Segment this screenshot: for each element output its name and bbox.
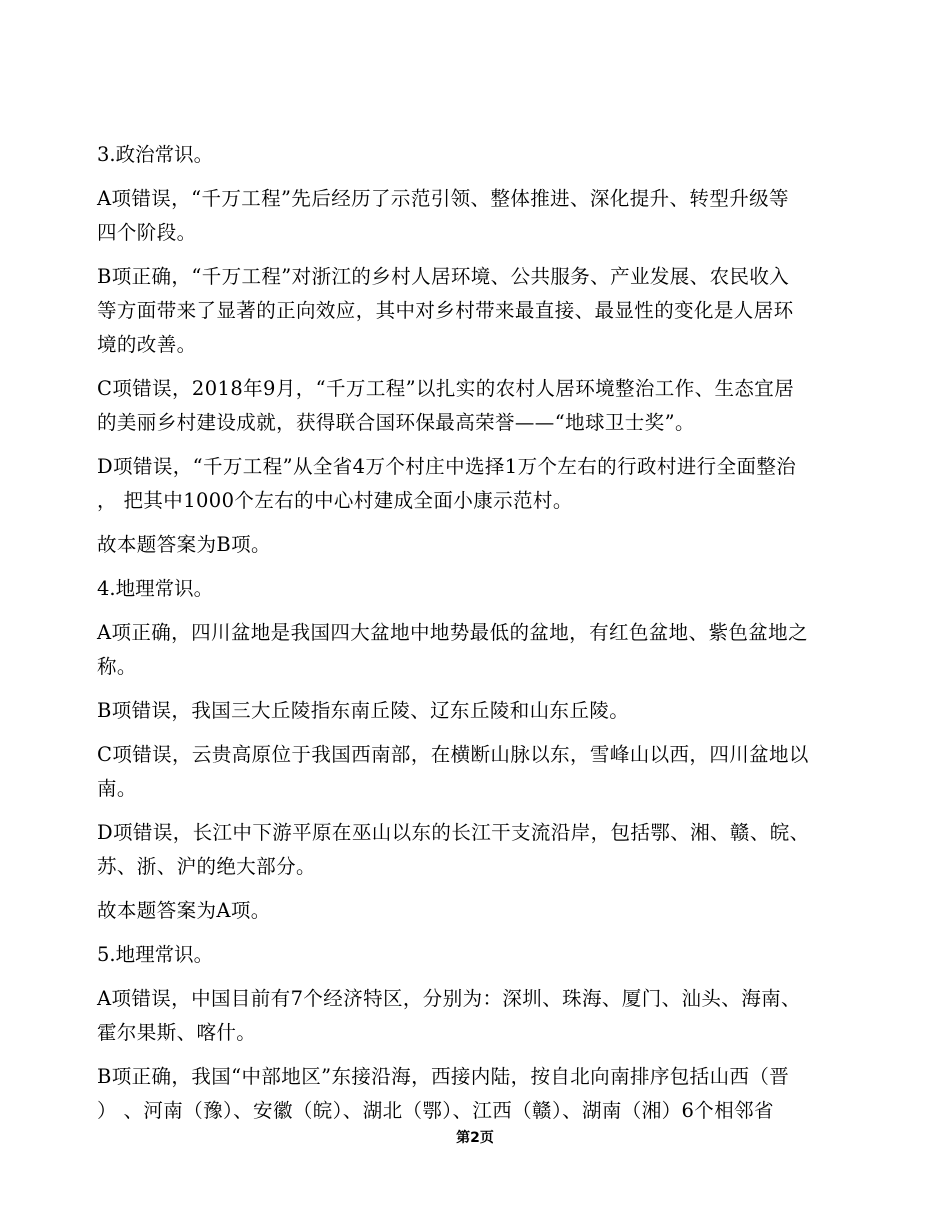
text-line: C项错误，云贵高原位于我国西南部，在横断山脉以东，雪峰山以西，四川盆地以: [97, 743, 809, 766]
paragraph: [97, 182, 877, 250]
text-line: 故本题答案为B项。: [97, 533, 271, 556]
text-line: 霍尔果斯、喀什。: [97, 1021, 257, 1044]
paragraph: [97, 1060, 877, 1128]
paragraph: [97, 694, 877, 728]
text-line: 四个阶段。: [97, 221, 197, 244]
text-line: B项正确，我国“中部地区”东接沿海，西接内陆，按自北向南排序包括山西（晋: [97, 1065, 790, 1088]
paragraph: [97, 738, 877, 806]
text-line: A项错误，“千万工程”先后经历了示范引领、整体推进、深化提升、转型升级等: [97, 187, 789, 210]
paragraph: [97, 528, 877, 562]
text-line: D项错误，长江中下游平原在巫山以东的长江干支流沿岸，包括鄂、湘、赣、皖、: [97, 821, 810, 844]
text-line: 等方面带来了显著的正向效应，其中对乡村带来最直接、最显性的变化是人居环: [97, 299, 794, 322]
text-line: C项错误，2018年9月，“千万工程”以扎实的农村人居环境整治工作、生态宜居: [97, 377, 795, 400]
section-heading: 3.政治常识。: [97, 143, 214, 166]
document-body: [97, 138, 877, 1138]
text-line: ） 、河南（豫）、安徽（皖）、湖北（鄂）、江西（赣）、湖南（湘）6个相邻省: [97, 1099, 774, 1122]
text-line: B项错误，我国三大丘陵指东南丘陵、辽东丘陵和山东丘陵。: [97, 699, 630, 722]
page-number: 第2页: [456, 1130, 494, 1146]
paragraph: [97, 894, 877, 928]
text-line: 称。: [97, 655, 137, 678]
text-line: 南。: [97, 777, 137, 800]
text-line: B项正确，“千万工程”对浙江的乡村人居环境、公共服务、产业发展、农民收入: [97, 265, 790, 288]
text-line: 的美丽乡村建设成就，获得联合国环保最高荣誉——“地球卫士奖”。: [97, 411, 695, 434]
section-heading: 4.地理常识。: [97, 577, 214, 600]
text-line: A项错误，中国目前有7个经济特区，分别为：深圳、珠海、厦门、汕头、海南、: [97, 987, 801, 1010]
paragraph: [97, 982, 877, 1050]
text-line: D项错误，“千万工程”从全省4万个村庄中选择1万个左右的行政村进行全面整治: [97, 455, 797, 478]
paragraph: [97, 616, 877, 684]
text-line: 故本题答案为A项。: [97, 899, 271, 922]
paragraph: [97, 816, 877, 884]
paragraph: [97, 260, 877, 362]
text-line: ， 把其中1000个左右的中心村建成全面小康示范村。: [97, 489, 573, 512]
section-heading: 5.地理常识。: [97, 943, 214, 966]
paragraph: [97, 450, 877, 518]
text-line: 苏、浙、沪的绝大部分。: [97, 855, 316, 878]
paragraph: [97, 372, 877, 440]
text-line: A项正确，四川盆地是我国四大盆地中地势最低的盆地，有红色盆地、紫色盆地之: [97, 621, 808, 644]
text-line: 境的改善。: [97, 333, 197, 356]
